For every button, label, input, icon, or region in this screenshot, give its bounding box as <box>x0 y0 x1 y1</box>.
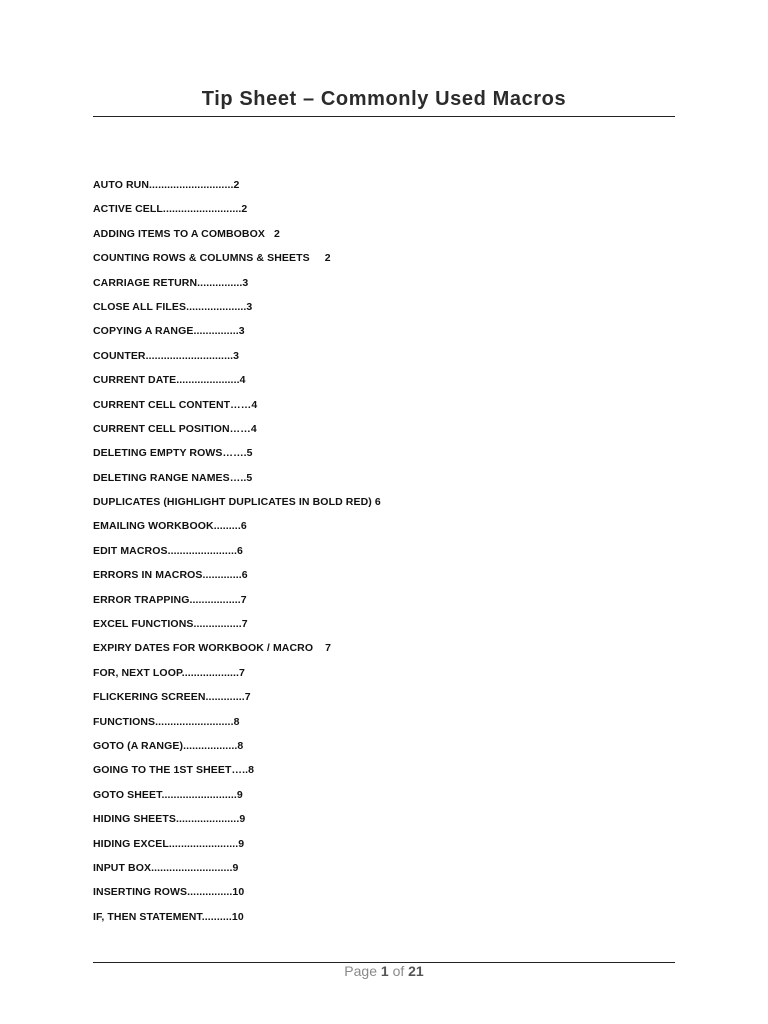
toc-entry: HIDING EXCEL.......................9 <box>93 837 245 850</box>
toc-entry: ERRORS IN MACROS.............6 <box>93 569 248 582</box>
footer-total-pages: 21 <box>408 963 424 979</box>
toc-entry: HIDING SHEETS.....................9 <box>93 813 246 826</box>
toc-entry: GOING TO THE 1ST SHEET…..8 <box>93 764 255 777</box>
toc-entry: EXCEL FUNCTIONS................7 <box>93 618 248 631</box>
toc-entry: IF, THEN STATEMENT..........10 <box>93 910 244 923</box>
toc-entry: FUNCTIONS..........................8 <box>93 715 240 728</box>
toc-entry: EDIT MACROS.......................6 <box>93 544 243 557</box>
toc-entry: EXPIRY DATES FOR WORKBOOK / MACRO 7 <box>93 642 332 655</box>
table-of-contents <box>93 175 675 931</box>
toc-entry: ACTIVE CELL..........................2 <box>93 203 248 216</box>
footer-page-word: Page <box>344 963 377 979</box>
toc-entry: COUNTER.............................3 <box>93 349 240 362</box>
toc-entry: EMAILING WORKBOOK.........6 <box>93 520 247 533</box>
toc-entry: ERROR TRAPPING.................7 <box>93 593 247 606</box>
document-title: Tip Sheet – Commonly Used Macros <box>201 88 567 110</box>
toc-entry: GOTO (A RANGE)..................8 <box>93 739 244 752</box>
toc-entry: CLOSE ALL FILES....................3 <box>93 300 253 313</box>
toc-entry: AUTO RUN............................2 <box>93 179 240 191</box>
toc-entry: FLICKERING SCREEN.............7 <box>93 691 251 704</box>
toc-entry: INPUT BOX...........................9 <box>93 861 239 874</box>
toc-entry: INSERTING ROWS...............10 <box>93 886 245 899</box>
toc-entry: DELETING RANGE NAMES…..5 <box>93 471 253 484</box>
toc-entry: CARRIAGE RETURN...............3 <box>93 276 249 289</box>
toc-entry: ADDING ITEMS TO A COMBOBOX 2 <box>93 227 280 240</box>
toc-entry: DELETING EMPTY ROWS…….5 <box>93 447 253 460</box>
header-rule <box>93 116 675 117</box>
toc-entry: COPYING A RANGE...............3 <box>93 325 245 338</box>
page-footer <box>0 963 768 979</box>
footer-of-word: of <box>392 963 405 979</box>
toc-entry: CURRENT CELL CONTENT……4 <box>93 398 258 411</box>
footer-current-page: 1 <box>380 963 389 979</box>
toc-entry: GOTO SHEET.........................9 <box>93 788 243 801</box>
toc-entry: CURRENT DATE.....................4 <box>93 374 246 387</box>
toc-entry: FOR, NEXT LOOP...................7 <box>93 666 245 679</box>
toc-entry: CURRENT CELL POSITION……4 <box>93 422 257 435</box>
toc-entry: DUPLICATES (HIGHLIGHT DUPLICATES IN BOLD RED) 6 <box>93 496 381 509</box>
toc-entry: COUNTING ROWS & COLUMNS & SHEETS 2 <box>93 252 331 265</box>
